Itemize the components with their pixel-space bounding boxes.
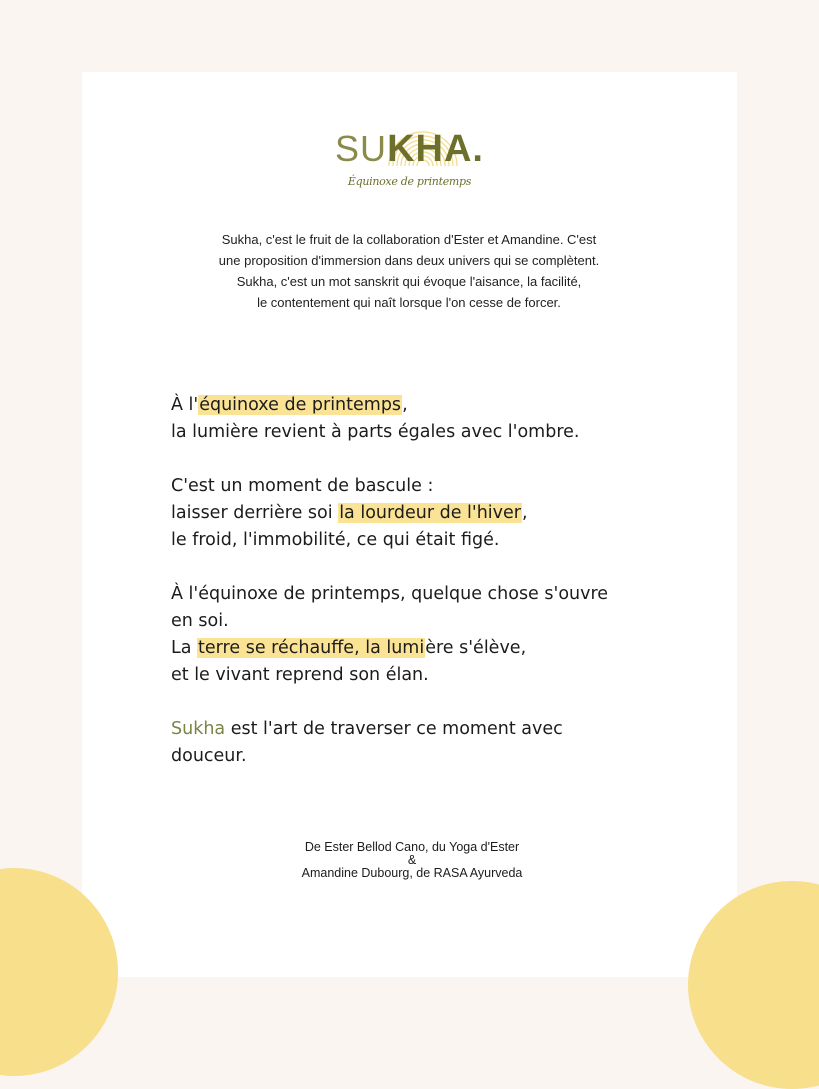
poem-text: ère s'élève, xyxy=(425,638,527,658)
poem-line: douceur. xyxy=(171,746,247,766)
poem-line: C'est un moment de bascule : xyxy=(171,476,434,496)
poem xyxy=(171,392,691,770)
content-card xyxy=(82,72,737,977)
credit-ampersand: & xyxy=(407,853,417,867)
poem-text: La xyxy=(171,638,198,658)
poem-text: , xyxy=(522,503,528,523)
poem-line xyxy=(171,716,691,743)
poem-line: en soi. xyxy=(171,611,229,631)
highlighted-phrase: la lourdeur de l'hiver xyxy=(339,503,521,523)
intro-paragraph xyxy=(164,229,654,313)
poem-line: la lumière revient à parts égales avec l'ombre. xyxy=(171,422,580,442)
poem-text: est l'art de traverser ce moment avec xyxy=(225,719,563,739)
sukha-accent-word: Sukha xyxy=(171,719,226,739)
brand-name xyxy=(82,130,737,168)
intro-line: Sukha, c'est un mot sanskrit qui évoque l'aisance, la facilité, xyxy=(236,274,582,289)
tagline: Équinoxe de printemps xyxy=(347,175,472,188)
intro-line: Sukha, c'est le fruit de la collaboration d'Ester et Amandine. C'est xyxy=(221,232,597,247)
credit-ester: De Ester Bellod Cano, du Yoga d'Ester xyxy=(304,840,520,854)
intro-line: le contentement qui naît lorsque l'on cesse de forcer. xyxy=(257,295,561,310)
poem-line: et le vivant reprend son élan. xyxy=(171,665,429,685)
poem-line xyxy=(171,500,691,527)
intro-line: une proposition d'immersion dans deux univers qui se complètent. xyxy=(218,253,600,268)
poem-line xyxy=(171,635,691,662)
brand-light: SU xyxy=(335,128,388,169)
credit-amandine: Amandine Dubourg, de RASA Ayurveda xyxy=(301,866,523,880)
poem-text: , xyxy=(402,395,408,415)
credits xyxy=(182,841,642,880)
brand-bold: KHA. xyxy=(387,128,484,170)
poem-text: laisser derrière soi xyxy=(171,503,339,523)
poem-text: À l' xyxy=(171,395,199,415)
highlighted-phrase: équinoxe de printemps xyxy=(199,395,402,415)
sukha-logo xyxy=(82,102,737,232)
poem-line xyxy=(171,392,691,419)
poem-line: le froid, l'immobilité, ce qui était figé. xyxy=(171,530,500,550)
highlighted-phrase: terre se réchauffe, la lumi xyxy=(198,638,425,658)
poem-line: À l'équinoxe de printemps, quelque chose s'ouvre xyxy=(171,584,609,604)
